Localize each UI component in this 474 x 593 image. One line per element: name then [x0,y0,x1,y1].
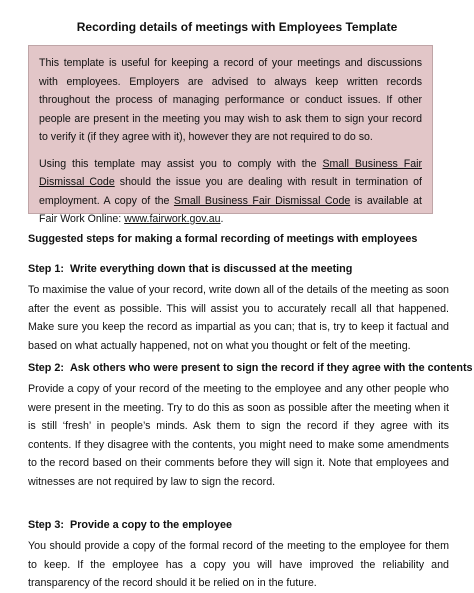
step-title: Ask others who were present to sign the record if they agree with the contents [70,362,473,374]
step-1-body: To maximise the value of your record, write down all of the details of the meeting as soon after the event as possible. This will assist you to accurately recall all that happened. Make sure you keep the record as impartial as you can; that is, try to keep it factual and based on what actually happened, not on what you thought or felt of the meeting. [28,284,449,352]
callout-text: Using this template may assist you to comply with the [39,157,323,170]
step-3-body: You should provide a copy of the formal record of the meeting to the employee for them to keep. If the employee has a copy you will have improved the reliability and transparency of the record should it be relied on in the future. [28,540,449,589]
step-2-heading [28,362,473,374]
code-link[interactable]: Small Business Fair Dismissal Code [173,194,351,207]
callout-text: . [220,213,224,225]
step-label: Step 3: [28,519,64,531]
callout-paragraph-1: This template is useful for keeping a record of your meetings and discussions with employees. Employers are advised to always keep written records throughout the process of managing performance or conduct issues. If other people are present in the meeting you may wish to ask them to sign your record to verify it (if they agree with it), however they are not required to do so. [39,57,422,143]
step-2-body: Provide a copy of your record of the meeting to the employee and any other people who were present in the meeting. Try to do this as soon as possible after the meeting when it is still ‘fresh’ in people’s minds. Ask them to sign the record if they agree with its contents. If they disagree with the contents, you might need to make some amendments to the record based on their comments before they will sign it. Note that employees and witnesses are not required by law to sign the record. [28,383,449,488]
callout-paragraph-2 [39,155,422,229]
document-title: Recording details of meetings with Employees Template [76,20,398,34]
step-title: Provide a copy to the employee [70,519,233,531]
intro-callout [28,45,433,225]
fairwork-link[interactable]: www.fairwork.gov.au [124,213,221,225]
step-1-heading [28,263,352,275]
step-label: Step 2: [28,362,64,374]
callout-text: is available at Fair Work Online: [39,194,422,225]
callout-text: should the issue you are dealing with result in termination of employment. A copy of the [39,176,422,207]
step-label: Step 1: [28,263,64,275]
step-3-heading [28,519,232,531]
step-title: Write everything down that is discussed at the meeting [70,263,353,275]
code-link[interactable]: Small Business Fair Dismissal Code [39,157,422,188]
section-heading: Suggested steps for making a formal recording of meetings with employees [28,233,418,245]
